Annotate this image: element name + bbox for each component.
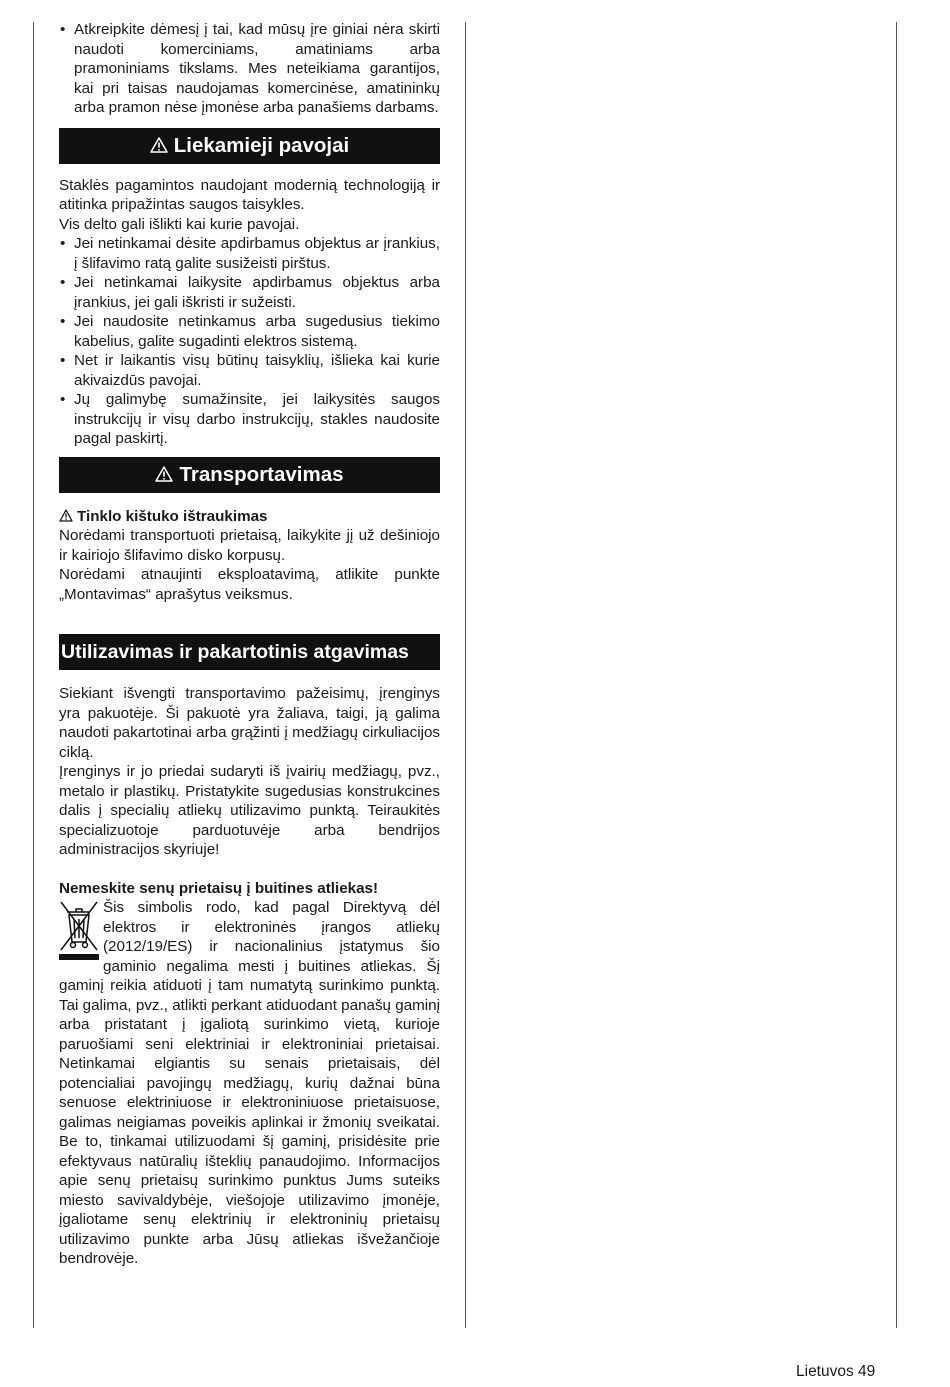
- residual-risks-list: [59, 234, 440, 449]
- disposal-heading: [59, 634, 440, 670]
- column-divider: [465, 22, 466, 1328]
- left-column: [59, 20, 440, 1269]
- crossed-out-wheelie-bin-icon: [59, 898, 99, 962]
- residual-para-1: Staklės pagamintos naudojant modernią technologiją ir atitinka pripažintas saugos taisykles.: [59, 176, 440, 213]
- disposal-para-2: Įrenginys ir jo priedai sudaryti iš įvairių medžiagų, pvz., metalo ir plastikų. Pristatykite sugedusias konstrukcines dalis į specialių atliekų utilizavimo punktą. Teiraukitės specializuotoje parduotuvėje arba bendrijos administracijos skyriuje!: [59, 763, 440, 858]
- transport-title: Transportavimas: [179, 462, 344, 486]
- disposal-bold-heading: Nemeskite senų prietaisų į buitines atliekas!: [59, 879, 379, 897]
- residual-risks-title: Liekamieji pavojai: [173, 133, 350, 157]
- residual-para-2: Vis delto gali išlikti kai kurie pavojai.: [59, 215, 300, 233]
- list-item: • Jų galimybę sumažinsite, jei laikysitės saugos instrukcijų ir visų darbo instrukcijų, stakles naudosite pagal paskirtį.: [59, 390, 440, 449]
- disposal-title: Utilizavimas ir pakartotinis atgavimas: [61, 641, 409, 663]
- list-item: • Jei netinkamai dėsite apdirbamus objektus ar įrankius, į šlifavimo ratą galite susižeisti pirštus.: [59, 234, 440, 273]
- weee-notice: [59, 898, 440, 1269]
- transport-subheading: [59, 507, 440, 527]
- warning-triangle-icon: [155, 466, 173, 482]
- list-item: • Net ir laikantis visų būtinų taisyklių, išlieka kai kurie akivaizdūs pavojai.: [59, 351, 440, 390]
- list-item: • Jei naudosite netinkamus arba sugedusius tiekimo kabelius, galite sugadinti elektros sistemą.: [59, 312, 440, 351]
- transport-subheading-text: Tinklo kištuko ištraukimas: [77, 507, 268, 525]
- transport-heading: [59, 457, 440, 493]
- warning-triangle-icon: [59, 509, 73, 522]
- transport-para-2: Norėdami atnaujinti eksploatavimą, atlikite punkte „Montavimas“ aprašytus veiksmus.: [59, 566, 440, 603]
- weee-text: Šis simbolis rodo, kad pagal Direktyvą dėl elektros ir elektroninės įrangos atliekų (2012/19/ES) ir nacionalinius įstatymus šio gaminio negalima mesti į buitines atliekas. Šį gaminį reikia atiduoti į tam numatytą surinkimo punktą. Tai galima, pvz., atlikti perkant atiduodant panašų gaminį arba pristatant į įgaliotą surinkimo vietą, kurioje paruošiami seni elektriniai ir elektroniniai prietaisai. Netinkamai elgiantis su senais prietaisais, dėl potencialiai pavojingų medžiagų, kurių dažnai būna senuose elektriniuose ir elektroniniuose prietaisuose, galimas neigiamas poveikis aplinkai ir žmonių sveikatai. Be to, tinkamai utilizuodami šį gaminį, prisidėsite prie efektyvaus natūralių išteklių panaudojimo. Informacijos apie senų prietaisų surinkimo punktus Jums suteiks miesto savivaldybėje, viešojoje utilizavimo įmonėje, įgaliotame senų elektrinių ir elektroninių prietaisų utilizavimo punkte arba Jūsų atliekas išvežančioje bendrovėje.: [59, 899, 440, 1267]
- page-border-right: [896, 22, 897, 1328]
- warning-triangle-icon: [150, 137, 168, 153]
- intro-bullet: • Atkreipkite dėmesį į tai, kad mūsų įre giniai nėra skirti naudoti komerciniams, amatiniams arba pramoniniams tikslams. Mes neteikiama garantijos, kai pri taisas naudojamas komercinėse, amatininkų arba pramon nėse įmonėse arba panašiems darbams.: [59, 20, 440, 118]
- residual-risks-heading: [59, 128, 440, 164]
- transport-para-1: Norėdami transportuoti prietaisą, laikykite jį už dešiniojo ir kairiojo šlifavimo disko korpusų.: [59, 527, 440, 564]
- intro-list: [59, 20, 440, 118]
- page-footer: Lietuvos 49: [796, 1363, 876, 1380]
- list-item: • Jei netinkamai laikysite apdirbamus objektus arba įrankius, jei gali iškristi ir sužeisti.: [59, 273, 440, 312]
- disposal-para-1: Siekiant išvengti transportavimo pažeisimų, įrenginys yra pakuotėje. Ši pakuotė yra žaliava, taigi, ją galima naudoti pakartotinai arba grąžinti į medžiagų cirkuliacijos ciklą.: [59, 685, 440, 761]
- page-border-left: [33, 22, 34, 1328]
